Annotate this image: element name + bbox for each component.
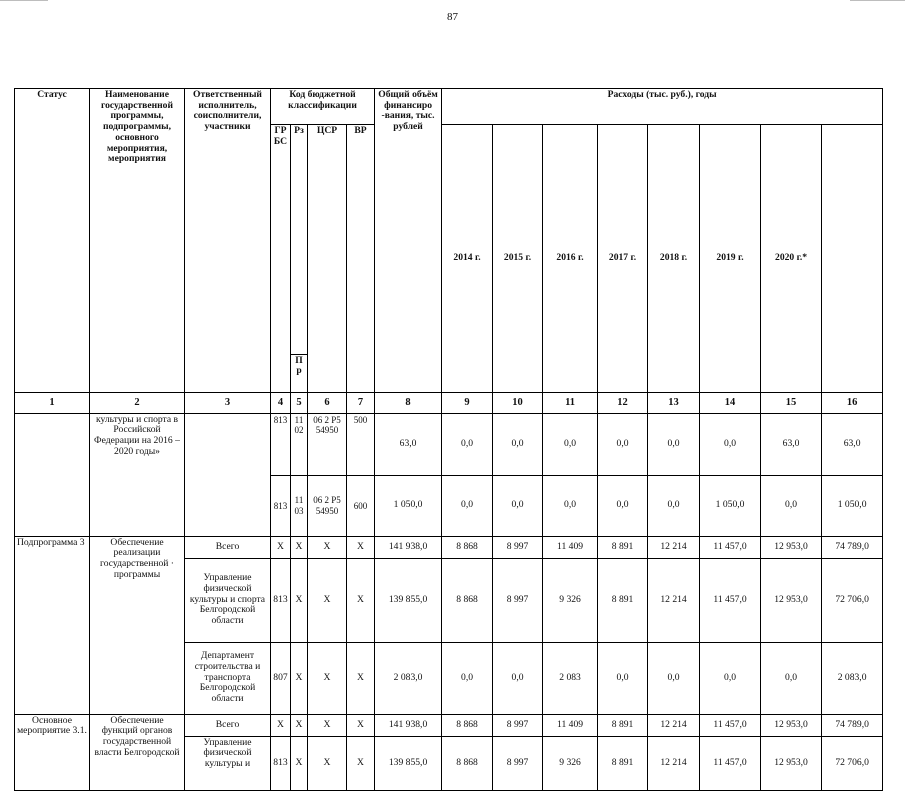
header-grbs: ГР БС <box>271 125 291 393</box>
column-number: 13 <box>648 392 700 413</box>
table-row <box>15 536 883 558</box>
cell-total: 139 855,0 <box>375 558 442 642</box>
cell-2016: 9 326 <box>543 558 598 642</box>
cell-2014: 0,0 <box>442 642 493 714</box>
cell-2017: 0,0 <box>598 413 648 475</box>
cell-2018: 0,0 <box>648 413 700 475</box>
column-number-row <box>15 392 883 413</box>
cell-csr: Х <box>308 536 347 558</box>
cell-csr: Х <box>308 558 347 642</box>
row-executor: Управление физической культуры и спорта Белгородской области <box>185 558 271 642</box>
cell-csr: 06 2 Р5 54950 <box>308 413 347 475</box>
cell-2020: 0,0 <box>761 475 822 536</box>
cell-2017: 0,0 <box>598 642 648 714</box>
cell-2016: 9 326 <box>543 736 598 790</box>
cell-2018: 12 214 <box>648 558 700 642</box>
cell-2019: 11 457,0 <box>700 536 761 558</box>
budget-table <box>14 88 883 791</box>
cell-2015: 0,0 <box>493 475 543 536</box>
header-year-2018: 2018 г. <box>648 125 700 393</box>
cell-2018: 0,0 <box>648 475 700 536</box>
row-name: культуры и спорта в Российской Федерации на 2016 – 2020 годы» <box>90 413 185 536</box>
cell-grbs: 807 <box>271 642 291 714</box>
header-csr: ЦСР <box>308 125 347 393</box>
cell-vr: 500 <box>347 413 375 475</box>
cell-total: 2 083,0 <box>375 642 442 714</box>
cell-rz: Х <box>291 736 308 790</box>
row-executor: Всего <box>185 536 271 558</box>
row-executor: Департамент строительства и транспорта Белгородской области <box>185 642 271 714</box>
cell-2014: 8 868 <box>442 736 493 790</box>
cell-2017: 0,0 <box>598 475 648 536</box>
column-number: 5 <box>291 392 308 413</box>
cell-2015: 8 997 <box>493 536 543 558</box>
column-number: 1 <box>15 392 90 413</box>
row-executor <box>185 413 271 536</box>
cell-final: 2 083,0 <box>822 642 883 714</box>
column-number: 16 <box>822 392 883 413</box>
header-row-1 <box>15 89 883 125</box>
column-number: 2 <box>90 392 185 413</box>
cell-grbs: Х <box>271 536 291 558</box>
cell-2016: 2 083 <box>543 642 598 714</box>
cell-2020: 0,0 <box>761 642 822 714</box>
cell-2017: 8 891 <box>598 714 648 736</box>
cell-rz: Х <box>291 536 308 558</box>
row-name: Обеспечение реализации государственной · программы <box>90 536 185 714</box>
cell-2019: 0,0 <box>700 642 761 714</box>
cell-2019: 11 457,0 <box>700 558 761 642</box>
header-vr: ВР <box>347 125 375 393</box>
row-status: Основное мероприятие 3.1. <box>15 714 90 790</box>
top-rule-right <box>850 0 905 1</box>
cell-grbs: 813 <box>271 736 291 790</box>
column-number: 11 <box>543 392 598 413</box>
cell-csr: Х <box>308 714 347 736</box>
cell-2019: 11 457,0 <box>700 736 761 790</box>
column-number: 9 <box>442 392 493 413</box>
cell-2016: 11 409 <box>543 536 598 558</box>
cell-2018: 12 214 <box>648 536 700 558</box>
cell-final: 72 706,0 <box>822 736 883 790</box>
cell-2016: 0,0 <box>543 413 598 475</box>
column-number: 15 <box>761 392 822 413</box>
cell-final: 74 789,0 <box>822 536 883 558</box>
cell-2014: 8 868 <box>442 536 493 558</box>
cell-grbs: 813 <box>271 413 291 475</box>
cell-total: 141 938,0 <box>375 536 442 558</box>
cell-csr: 06 2 Р5 54950 <box>308 475 347 536</box>
header-status: Статус <box>15 89 90 393</box>
header-budget-code: Код бюджетной классификации <box>271 89 375 125</box>
cell-csr: Х <box>308 642 347 714</box>
cell-rz: Х <box>291 642 308 714</box>
cell-2015: 0,0 <box>493 413 543 475</box>
row-executor: Всего <box>185 714 271 736</box>
table-row <box>15 714 883 736</box>
header-year-2014: 2014 г. <box>442 125 493 393</box>
cell-2020: 12 953,0 <box>761 736 822 790</box>
header-expenses: Расходы (тыс. руб.), годы <box>442 89 883 125</box>
row-executor: Управление физической культуры и <box>185 736 271 790</box>
cell-2020: 12 953,0 <box>761 536 822 558</box>
column-number: 3 <box>185 392 271 413</box>
cell-grbs: Х <box>271 714 291 736</box>
cell-total: 139 855,0 <box>375 736 442 790</box>
column-number: 14 <box>700 392 761 413</box>
column-number: 4 <box>271 392 291 413</box>
cell-2019: 1 050,0 <box>700 475 761 536</box>
cell-2020: 12 953,0 <box>761 714 822 736</box>
top-rule-left <box>0 0 48 1</box>
cell-vr: Х <box>347 714 375 736</box>
cell-2015: 8 997 <box>493 558 543 642</box>
cell-final: 74 789,0 <box>822 714 883 736</box>
header-name: Наименование государственной программы, подпрограммы, основного мероприятия, мероприятия <box>90 89 185 393</box>
cell-vr: Х <box>347 642 375 714</box>
row-status: Подпрограмма 3 <box>15 536 90 714</box>
table-row <box>15 413 883 475</box>
cell-vr: Х <box>347 536 375 558</box>
header-year-2016: 2016 г. <box>543 125 598 393</box>
cell-2017: 8 891 <box>598 736 648 790</box>
cell-2018: 12 214 <box>648 736 700 790</box>
cell-rz: Х <box>291 558 308 642</box>
header-year-2019: 2019 г. <box>700 125 761 393</box>
column-number: 8 <box>375 392 442 413</box>
cell-final: 72 706,0 <box>822 558 883 642</box>
header-year-2015: 2015 г. <box>493 125 543 393</box>
cell-2014: 8 868 <box>442 714 493 736</box>
cell-total: 141 938,0 <box>375 714 442 736</box>
header-executor: Ответственный исполнитель, соисполнители, участники <box>185 89 271 393</box>
cell-rz: 11 02 <box>291 413 308 475</box>
cell-vr: Х <box>347 558 375 642</box>
header-total: Общий объём финансиро -вания, тыс. рублей <box>375 89 442 393</box>
header-year-2017: 2017 г. <box>598 125 648 393</box>
column-number: 7 <box>347 392 375 413</box>
cell-2018: 12 214 <box>648 714 700 736</box>
cell-final: 63,0 <box>822 413 883 475</box>
cell-2015: 8 997 <box>493 714 543 736</box>
cell-grbs: 813 <box>271 475 291 536</box>
cell-2019: 0,0 <box>700 413 761 475</box>
column-number: 10 <box>493 392 543 413</box>
cell-csr: Х <box>308 736 347 790</box>
cell-vr: 600 <box>347 475 375 536</box>
cell-total: 63,0 <box>375 413 442 475</box>
cell-2015: 8 997 <box>493 736 543 790</box>
page-number: 87 <box>447 11 458 23</box>
cell-2017: 8 891 <box>598 536 648 558</box>
header-year-2020: 2020 г.* <box>761 125 822 393</box>
cell-2014: 8 868 <box>442 558 493 642</box>
cell-grbs: 813 <box>271 558 291 642</box>
header-rz: Рз <box>291 125 308 355</box>
cell-final: 1 050,0 <box>822 475 883 536</box>
cell-2017: 8 891 <box>598 558 648 642</box>
cell-2020: 12 953,0 <box>761 558 822 642</box>
cell-2015: 0,0 <box>493 642 543 714</box>
cell-vr: Х <box>347 736 375 790</box>
header-pr: Пр <box>291 354 308 392</box>
cell-2014: 0,0 <box>442 413 493 475</box>
row-name: Обеспечение функций органов государственной власти Белгородской <box>90 714 185 790</box>
cell-2018: 0,0 <box>648 642 700 714</box>
cell-2016: 0,0 <box>543 475 598 536</box>
column-number: 12 <box>598 392 648 413</box>
cell-2016: 11 409 <box>543 714 598 736</box>
cell-rz: 11 03 <box>291 475 308 536</box>
row-status <box>15 413 90 536</box>
column-number: 6 <box>308 392 347 413</box>
cell-2014: 0,0 <box>442 475 493 536</box>
cell-2020: 63,0 <box>761 413 822 475</box>
cell-rz: Х <box>291 714 308 736</box>
cell-2019: 11 457,0 <box>700 714 761 736</box>
cell-total: 1 050,0 <box>375 475 442 536</box>
